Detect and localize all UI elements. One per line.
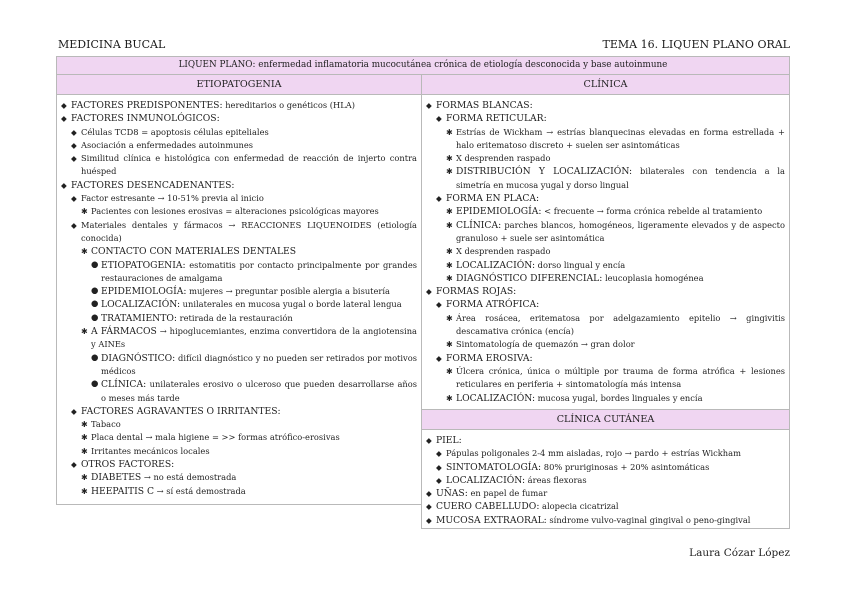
circle-bullet-icon: ●: [91, 352, 99, 363]
diamond-bullet-icon: ◆: [426, 436, 432, 445]
list-item: ◆ Factor estresante → 10-51% previa al inicio: [61, 192, 417, 205]
list-item: ◆ Asociación a enfermedades autoinmunes: [61, 139, 417, 152]
list-item: ✱ CLÍNICA: parches blancos, homogéneos, ligeramente elevados y de aspecto granuloso + suele ser asintomática: [446, 219, 785, 243]
diamond-bullet-icon: ◆: [71, 194, 77, 204]
asterisk-bullet-icon: ✱: [446, 167, 453, 177]
diamond-bullet-icon: ◆: [61, 101, 67, 110]
diamond-bullet-icon: ◆: [71, 140, 77, 150]
diamond-bullet-icon: ◆: [436, 449, 442, 459]
list-item: ◆ PIEL:: [426, 435, 462, 446]
list-item: ● DIAGNÓSTICO: difícil diagnóstico y no pueden ser retirados por motivos médicos: [91, 352, 417, 376]
clinica-list: [422, 95, 789, 405]
asterisk-bullet-icon: ✱: [81, 486, 88, 496]
diamond-bullet-icon: ◆: [426, 489, 432, 499]
diamond-bullet-icon: ◆: [71, 406, 77, 416]
list-item: ◆ CUERO CABELLUDO: alopecia cicatrizal: [426, 501, 619, 513]
clinica-cutanea-column: [421, 409, 790, 529]
diamond-bullet-icon: ◆: [71, 460, 77, 470]
list-item: ◆ FACTORES AGRAVANTES O IRRITANTES:: [71, 405, 281, 417]
list-item: ✱ Sintomatología de quemazón → gran dolor: [426, 338, 785, 351]
list-item: ✱ Estrías de Wickham → estrías blanquecinas elevadas en forma estrellada + halo eritematoso discreto + suelen ser asintomáticas: [446, 126, 785, 150]
list-item: ● ETIOPATOGENIA: estomatitis por contacto principalmente por grandes restauraciones de amalgama: [91, 259, 417, 283]
definition-banner: [56, 56, 790, 75]
asterisk-bullet-icon: ✱: [446, 207, 453, 217]
asterisk-bullet-icon: ✱: [446, 154, 453, 164]
asterisk-bullet-icon: ✱: [446, 247, 453, 257]
asterisk-bullet-icon: ✱: [446, 220, 453, 230]
list-item: ✱ Irritantes mecánicos locales: [61, 445, 417, 458]
list-item: ◆ OTROS FACTORES:: [71, 459, 175, 471]
list-item: ✱ DISTRIBUCIÓN Y LOCALIZACIÓN: bilaterales con tendencia a la simetría en mucosa yugal y dorso lingual: [446, 166, 785, 190]
list-item: ◆ Células TCD8 = apoptosis células epiteliales: [61, 126, 417, 139]
clinica-cutanea-heading: CLÍNICA CUTÁNEA: [422, 410, 789, 430]
list-item: ◆ FORMA RETICULAR:: [436, 113, 547, 125]
list-item: ● EPIDEMIOLOGÍA: mujeres → preguntar posible alergia a bisutería: [91, 286, 390, 298]
list-item: ◆ FORMAS ROJAS:: [426, 286, 517, 298]
diamond-bullet-icon: ◆: [436, 194, 442, 204]
asterisk-bullet-icon: ✱: [446, 393, 453, 403]
asterisk-bullet-icon: ✱: [81, 446, 88, 456]
list-item: ✱ CONTACTO CON MATERIALES DENTALES: [81, 246, 297, 258]
asterisk-bullet-icon: ✱: [446, 127, 453, 137]
asterisk-bullet-icon: ✱: [446, 366, 453, 376]
asterisk-bullet-icon: ✱: [446, 340, 453, 350]
clinica-heading: CLÍNICA: [422, 75, 789, 95]
asterisk-bullet-icon: ✱: [446, 260, 453, 270]
clinica-cutanea-list: [422, 430, 789, 527]
list-item: ✱ X desprenden raspado: [426, 245, 785, 258]
diamond-bullet-icon: ◆: [61, 180, 67, 190]
list-item: ✱ DIABETES → no está demostrada: [81, 472, 237, 484]
diamond-bullet-icon: ◆: [71, 154, 77, 164]
definition-term: LIQUEN PLANO:: [178, 60, 256, 70]
list-item: ✱ Área rosácea, eritematosa por adelgazamiento epitelio → gingivitis descamativa crónica (encía): [446, 312, 785, 337]
etiopatogenia-list: [57, 95, 421, 498]
asterisk-bullet-icon: ✱: [81, 473, 88, 483]
author-name: Laura Cózar López: [689, 547, 790, 559]
list-item: ◆ FACTORES PREDISPONENTES: hereditarios o genéticos (HLA): [61, 100, 355, 111]
diamond-bullet-icon: ◆: [436, 353, 442, 363]
list-item: ✱ Tabaco: [61, 418, 417, 431]
list-item: ● LOCALIZACIÓN: unilaterales en mucosa yugal o borde lateral lengua: [91, 299, 402, 311]
list-item: ✱ Placa dental → mala higiene = >> formas atrófico-erosivas: [61, 431, 417, 444]
list-item: ◆ MUCOSA EXTRAORAL: síndrome vulvo-vaginal gingival o peno-gingival: [426, 514, 751, 526]
asterisk-bullet-icon: ✱: [446, 313, 453, 323]
list-item: ✱ LOCALIZACIÓN: dorso lingual y encía: [446, 259, 626, 271]
circle-bullet-icon: ●: [91, 259, 99, 270]
circle-bullet-icon: ●: [91, 312, 99, 323]
diamond-bullet-icon: ◆: [426, 287, 432, 297]
diamond-bullet-icon: ◆: [426, 101, 432, 110]
list-item: ◆ SINTOMATOLOGÍA: 80% pruriginosas + 20% asintomáticas: [436, 461, 710, 473]
diamond-bullet-icon: ◆: [71, 220, 77, 230]
diamond-bullet-icon: ◆: [436, 114, 442, 124]
list-item: ✱ DIAGNÓSTICO DIFERENCIAL: leucoplasia homogénea: [446, 272, 704, 284]
list-item: ✱ Pacientes con lesiones erosivas = alteraciones psicológicas mayores: [61, 205, 417, 218]
list-item: ◆ Materiales dentales y fármacos → REACCIONES LIQUENOIDES (etiología conocida): [71, 219, 417, 243]
diamond-bullet-icon: ◆: [436, 300, 442, 310]
asterisk-bullet-icon: ✱: [81, 433, 88, 443]
list-item: ◆ LOCALIZACIÓN: áreas flexoras: [436, 474, 587, 486]
diamond-bullet-icon: ◆: [61, 114, 67, 124]
diamond-bullet-icon: ◆: [436, 462, 442, 472]
diamond-bullet-icon: ◆: [71, 127, 77, 137]
asterisk-bullet-icon: ✱: [81, 420, 88, 430]
definition-text: enfermedad inflamatoria mucocutánea crónica de etiología desconocida y base autoinmune: [255, 60, 668, 70]
etiopatogenia-column: [56, 74, 422, 505]
circle-bullet-icon: ●: [91, 286, 99, 297]
diamond-bullet-icon: ◆: [426, 515, 432, 525]
list-item: ✱ LOCALIZACIÓN: mucosa yugal, bordes linguales y encía: [446, 392, 703, 404]
list-item: ✱ A FÁRMACOS → hipoglucemiantes, enzima convertidora de la angiotensina y AINEs: [81, 326, 417, 350]
clinica-column: [421, 74, 790, 410]
list-item: ◆ UÑAS: en papel de fumar: [426, 488, 548, 500]
list-item: ◆ FORMA ATRÓFICA:: [436, 299, 540, 311]
diamond-bullet-icon: ◆: [426, 502, 432, 512]
etiopatogenia-heading: ETIOPATOGENIA: [57, 75, 421, 95]
circle-bullet-icon: ●: [91, 379, 99, 390]
asterisk-bullet-icon: ✱: [81, 247, 88, 257]
list-item: ◆ FORMA EROSIVA:: [436, 352, 533, 364]
asterisk-bullet-icon: ✱: [81, 327, 88, 337]
list-item: ✱ EPIDEMIOLOGÍA: < frecuente → forma crónica rebelde al tratamiento: [446, 206, 763, 218]
list-item: ● CLÍNICA: unilaterales erosivo o ulceroso que pueden desarrollarse años o meses más tarde: [91, 379, 417, 403]
diamond-bullet-icon: ◆: [436, 475, 442, 485]
header-topic: TEMA 16. LIQUEN PLANO ORAL: [602, 38, 790, 51]
circle-bullet-icon: ●: [91, 299, 99, 310]
list-item: ✱ X desprenden raspado: [426, 152, 785, 165]
list-item: ◆ FORMA EN PLACA:: [436, 193, 540, 205]
list-item: ✱ HEEPAITIS C → sí está demostrada: [81, 485, 246, 497]
list-item: ✱ Úlcera crónica, única o múltiple por trauma de forma atrófica + lesiones reticulares en periferia + sintomatología más intensa: [446, 365, 785, 390]
list-item: ◆ FORMAS BLANCAS:: [426, 100, 533, 111]
list-item: ◆ FACTORES DESENCADENANTES:: [61, 179, 235, 191]
list-item: ● TRATAMIENTO: retirada de la restauración: [91, 312, 293, 324]
asterisk-bullet-icon: ✱: [81, 207, 88, 217]
list-item: ◆ Similitud clínica e histológica con enfermedad de reacción de injerto contra huésped: [71, 153, 417, 177]
list-item: ◆ Pápulas poligonales 2-4 mm aisladas, rojo → pardo + estrías Wickham: [426, 447, 785, 460]
asterisk-bullet-icon: ✱: [446, 273, 453, 283]
header-subject: MEDICINA BUCAL: [58, 38, 166, 51]
list-item: ◆ FACTORES INMUNOLÓGICOS:: [61, 113, 220, 125]
